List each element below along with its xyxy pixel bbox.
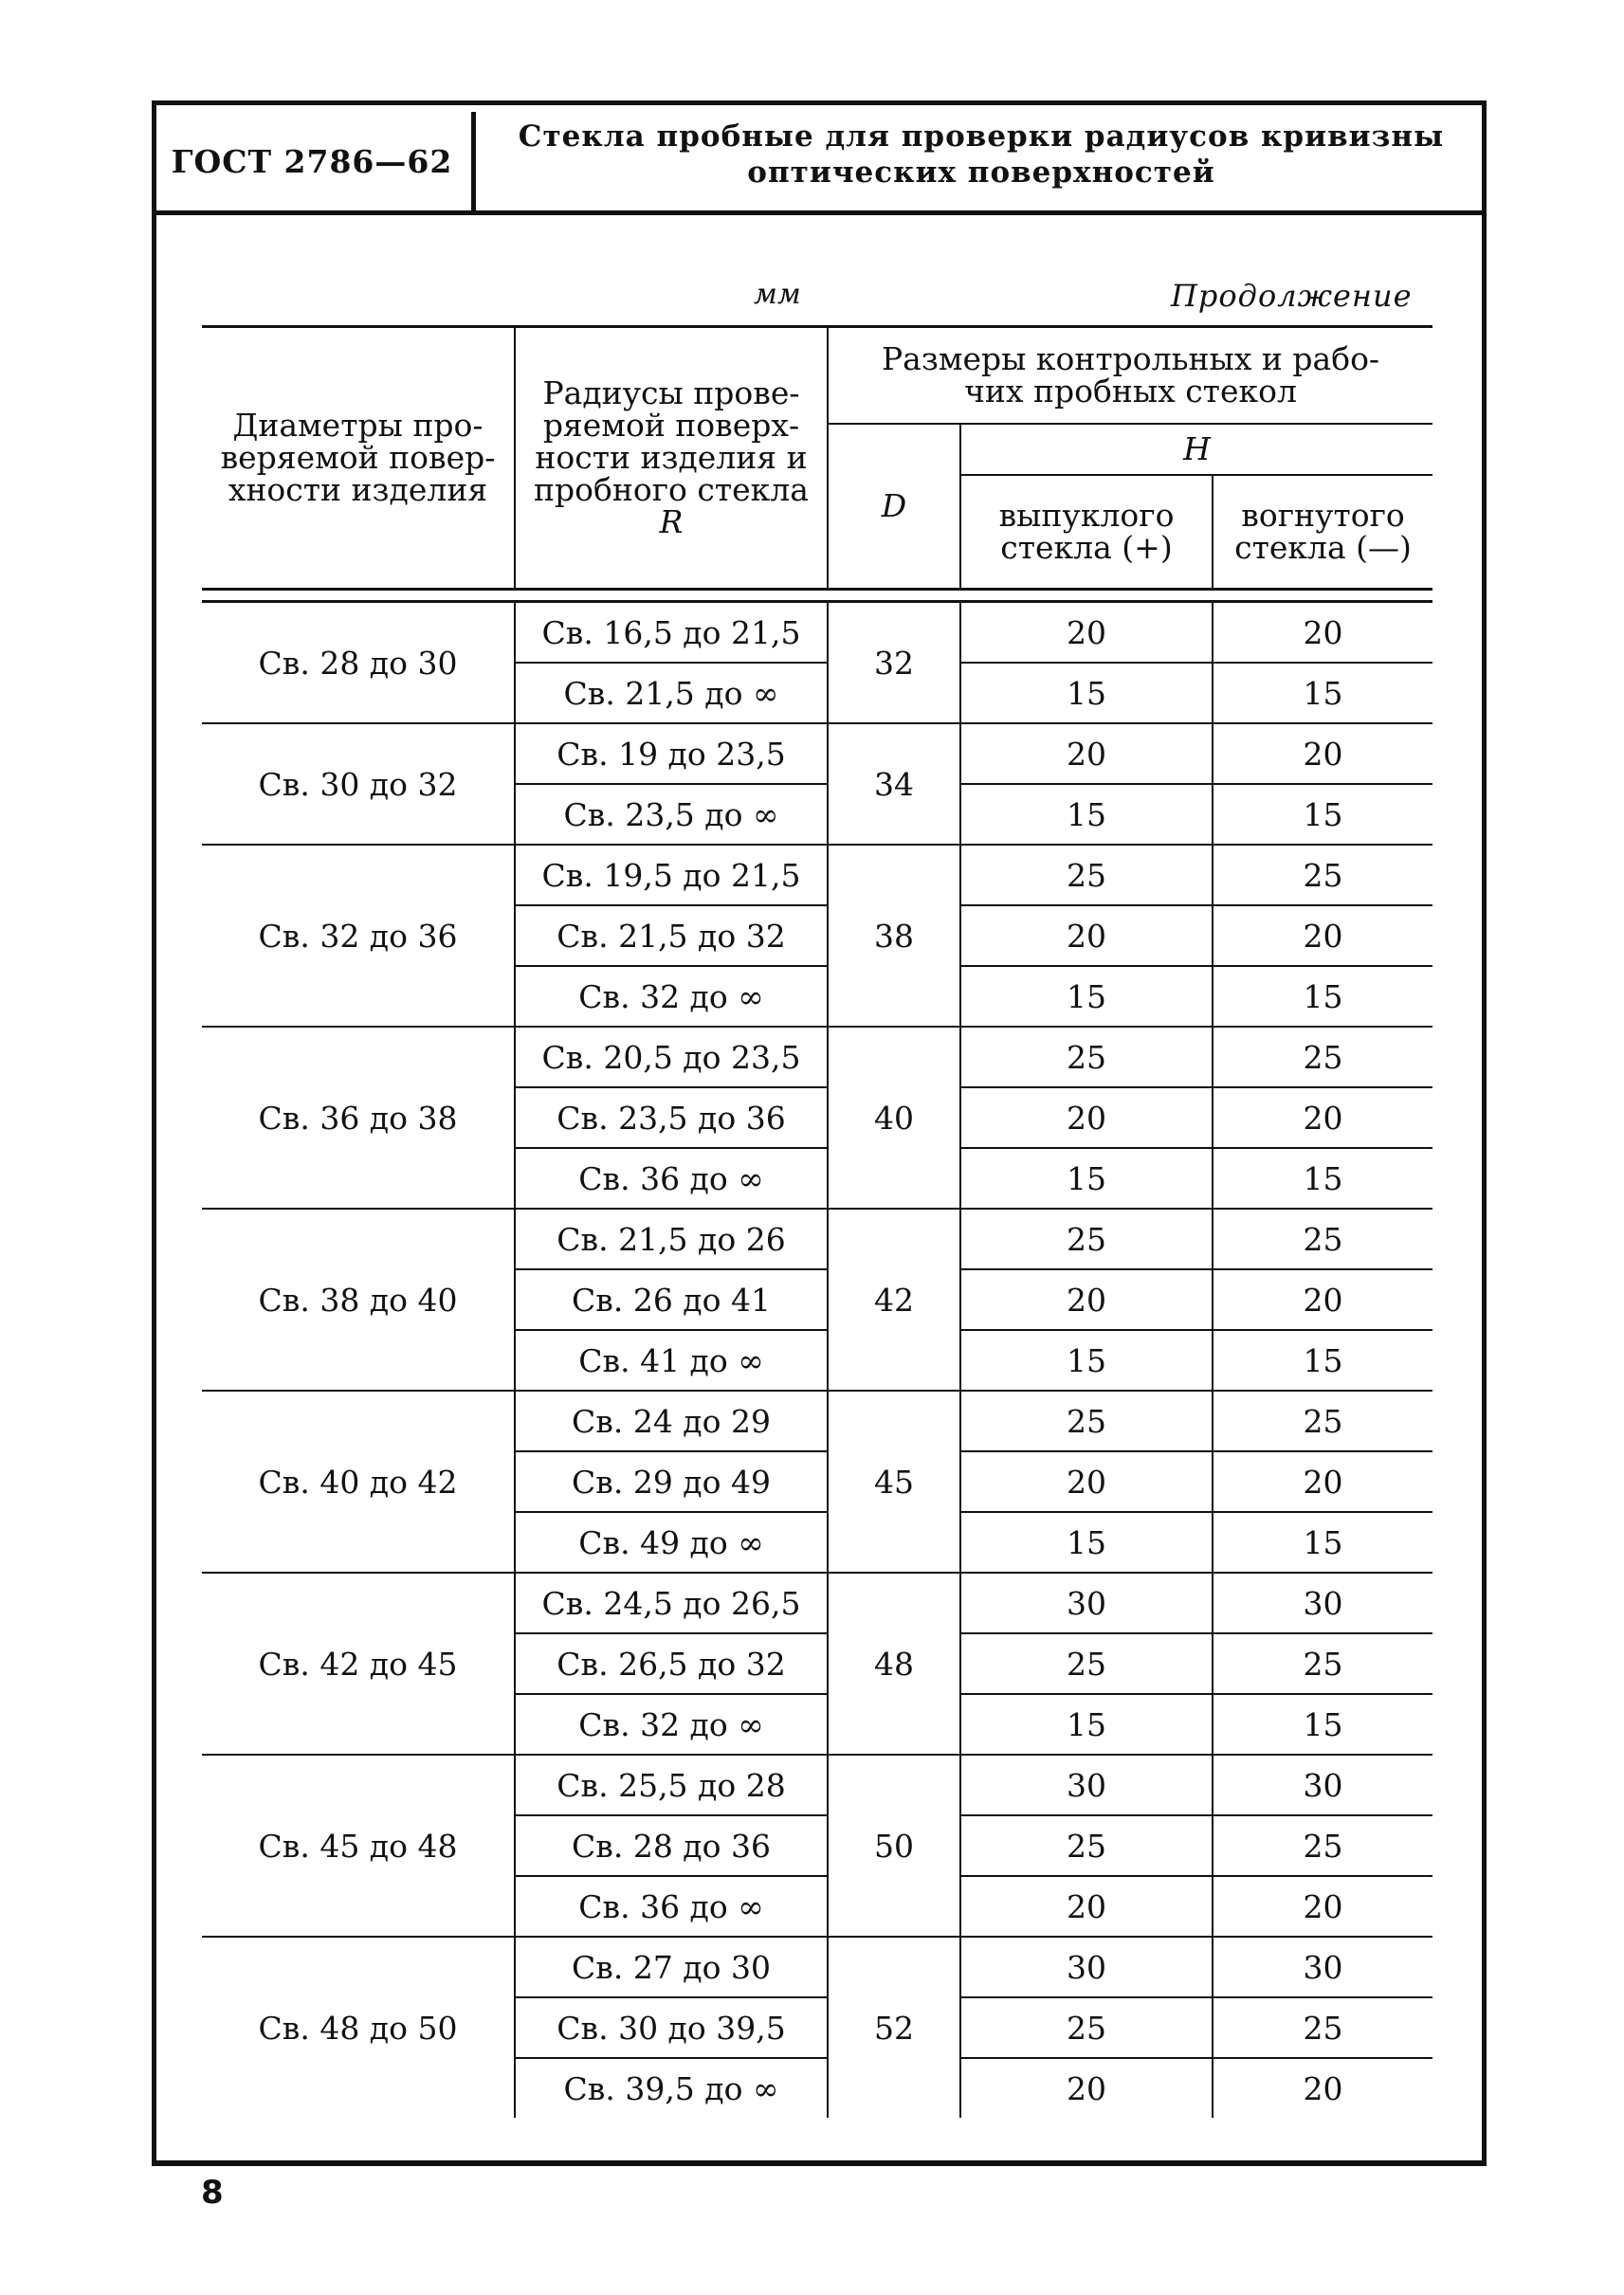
header-radius-line: Радиусы прове-: [542, 374, 800, 411]
H-concave-cell: 30: [1213, 1755, 1432, 1815]
diameter-cell: Св. 42 до 45: [202, 1573, 515, 1755]
table-row: [202, 1573, 1432, 1633]
table-row: [202, 1937, 1432, 1997]
bottom-rule: [152, 2160, 1487, 2166]
diameter-cell: Св. 28 до 30: [202, 602, 515, 724]
table-body: [202, 602, 1432, 2119]
header-diameter: [202, 327, 515, 590]
H-convex-cell: 15: [960, 784, 1213, 845]
gost-code: ГОСТ 2786—62: [171, 142, 453, 180]
D-cell: 48: [828, 1573, 960, 1755]
header-sizes-line: Размеры контрольных и рабо-: [881, 340, 1380, 377]
H-concave-cell: 15: [1213, 1512, 1432, 1573]
header-sizes-line: чих пробных стекол: [964, 373, 1297, 410]
H-convex-cell: 30: [960, 1573, 1213, 1633]
data-table: [202, 325, 1432, 2118]
header-concave: [1213, 475, 1432, 590]
H-concave-cell: 20: [1213, 602, 1432, 664]
H-convex-cell: 30: [960, 1937, 1213, 1997]
H-convex-cell: 20: [960, 723, 1213, 784]
diameter-cell: Св. 45 до 48: [202, 1755, 515, 1937]
header-radius-line: ряемой поверх-: [542, 407, 800, 444]
radius-cell: Св. 24,5 до 26,5: [515, 1573, 828, 1633]
H-convex-cell: 20: [960, 1087, 1213, 1148]
header-divider: [471, 112, 476, 210]
header-diameter-line: хности изделия: [228, 471, 488, 508]
radius-cell: Св. 23,5 до ∞: [515, 784, 828, 845]
diameter-cell: Св. 36 до 38: [202, 1027, 515, 1209]
H-convex-cell: 25: [960, 1391, 1213, 1451]
diameter-cell: Св. 30 до 32: [202, 723, 515, 845]
H-concave-cell: 25: [1213, 1391, 1432, 1451]
table-row: [202, 723, 1432, 784]
H-convex-cell: 15: [960, 1512, 1213, 1573]
D-cell: 45: [828, 1391, 960, 1573]
radius-cell: Св. 24 до 29: [515, 1391, 828, 1451]
top-rule: [152, 100, 1487, 105]
H-concave-cell: 15: [1213, 1148, 1432, 1209]
H-convex-cell: 25: [960, 1815, 1213, 1876]
H-concave-cell: 15: [1213, 784, 1432, 845]
header-H: H: [960, 424, 1432, 475]
header-D: D: [828, 424, 960, 590]
radius-cell: Св. 39,5 до ∞: [515, 2058, 828, 2118]
H-convex-cell: 25: [960, 1027, 1213, 1087]
H-convex-cell: 20: [960, 2058, 1213, 2118]
table-row: [202, 1391, 1432, 1451]
D-cell: 40: [828, 1027, 960, 1209]
H-concave-cell: 20: [1213, 1451, 1432, 1512]
radius-cell: Св. 21,5 до 26: [515, 1209, 828, 1269]
radius-cell: Св. 21,5 до 32: [515, 905, 828, 966]
D-cell: 32: [828, 602, 960, 724]
H-convex-cell: 25: [960, 1209, 1213, 1269]
radius-cell: Св. 29 до 49: [515, 1451, 828, 1512]
H-concave-cell: 20: [1213, 1876, 1432, 1937]
table-row: [202, 1755, 1432, 1815]
H-concave-cell: 20: [1213, 1269, 1432, 1330]
H-convex-cell: 15: [960, 1148, 1213, 1209]
radius-cell: Св. 25,5 до 28: [515, 1755, 828, 1815]
radius-cell: Св. 36 до ∞: [515, 1148, 828, 1209]
H-convex-cell: 20: [960, 1876, 1213, 1937]
H-concave-cell: 15: [1213, 1694, 1432, 1755]
document-title: [484, 118, 1479, 191]
H-concave-cell: 25: [1213, 1997, 1432, 2058]
title-line-1: Стекла пробные для проверки радиусов кривизны: [518, 119, 1445, 154]
H-convex-cell: 15: [960, 663, 1213, 723]
header-convex: [960, 475, 1213, 590]
header-convex-line: выпуклого: [998, 497, 1175, 534]
D-cell: 52: [828, 1937, 960, 2118]
H-concave-cell: 30: [1213, 1937, 1432, 1997]
H-concave-cell: 20: [1213, 2058, 1432, 2118]
radius-cell: Св. 30 до 39,5: [515, 1997, 828, 2058]
diameter-cell: Св. 40 до 42: [202, 1391, 515, 1573]
header-diameter-line: Диаметры про-: [232, 407, 484, 444]
radius-cell: Св. 26 до 41: [515, 1269, 828, 1330]
radius-cell: Св. 28 до 36: [515, 1815, 828, 1876]
radius-cell: Св. 41 до ∞: [515, 1330, 828, 1391]
radius-cell: Св. 23,5 до 36: [515, 1087, 828, 1148]
table-row: [202, 1027, 1432, 1087]
table-row: [202, 1209, 1432, 1269]
H-concave-cell: 20: [1213, 723, 1432, 784]
radius-cell: Св. 19,5 до 21,5: [515, 845, 828, 905]
table-row: [202, 845, 1432, 905]
H-convex-cell: 25: [960, 845, 1213, 905]
header-convex-line: стекла (+): [1000, 529, 1173, 566]
H-concave-cell: 20: [1213, 1087, 1432, 1148]
D-cell: 50: [828, 1755, 960, 1937]
title-line-2: оптических поверхностей: [747, 155, 1215, 190]
radius-cell: Св. 16,5 до 21,5: [515, 602, 828, 664]
H-concave-cell: 20: [1213, 905, 1432, 966]
header-concave-line: стекла (—): [1234, 529, 1412, 566]
header-radius-line: ности изделия и: [535, 439, 808, 476]
H-convex-cell: 25: [960, 1633, 1213, 1694]
header-concave-line: вогнутого: [1241, 497, 1405, 534]
diameter-cell: Св. 48 до 50: [258, 2009, 458, 2047]
table-row: [202, 602, 1432, 664]
H-convex-cell: 20: [960, 1451, 1213, 1512]
radius-cell: Св. 20,5 до 23,5: [515, 1027, 828, 1087]
H-convex-cell: 15: [960, 1330, 1213, 1391]
H-convex-cell: 20: [960, 602, 1213, 664]
H-concave-cell: 25: [1213, 845, 1432, 905]
radius-cell: Св. 32 до ∞: [515, 966, 828, 1027]
H-concave-cell: 15: [1213, 966, 1432, 1027]
header-rule: [152, 210, 1487, 215]
header-radius-line: пробного стекла: [534, 471, 809, 508]
radius-cell: Св. 19 до 23,5: [515, 723, 828, 784]
radius-cell: Св. 26,5 до 32: [515, 1633, 828, 1694]
H-convex-cell: 20: [960, 905, 1213, 966]
H-concave-cell: 30: [1213, 1573, 1432, 1633]
radius-cell: Св. 27 до 30: [515, 1937, 828, 1997]
header-diameter-line: веряемой повер-: [220, 439, 496, 476]
H-convex-cell: 15: [960, 1694, 1213, 1755]
H-concave-cell: 15: [1213, 663, 1432, 723]
D-cell: 42: [828, 1209, 960, 1391]
H-concave-cell: 25: [1213, 1633, 1432, 1694]
diameter-cell: Св. 38 до 40: [202, 1209, 515, 1391]
H-convex-cell: 30: [960, 1755, 1213, 1815]
D-cell: 38: [828, 845, 960, 1027]
radius-cell: Св. 36 до ∞: [515, 1876, 828, 1937]
H-concave-cell: 25: [1213, 1209, 1432, 1269]
H-convex-cell: 20: [960, 1269, 1213, 1330]
unit-label: мм: [754, 278, 801, 311]
H-concave-cell: 15: [1213, 1330, 1432, 1391]
page-number: 8: [201, 2174, 224, 2212]
radius-cell: Св. 32 до ∞: [515, 1694, 828, 1755]
header-sizes: [828, 327, 1432, 425]
H-convex-cell: 15: [960, 966, 1213, 1027]
H-convex-cell: 25: [960, 1997, 1213, 2058]
H-concave-cell: 25: [1213, 1815, 1432, 1876]
radius-cell: Св. 49 до ∞: [515, 1512, 828, 1573]
diameter-cell: Св. 32 до 36: [202, 845, 515, 1027]
header-radius-symbol: R: [659, 503, 684, 540]
continuation-label: Продолжение: [1171, 278, 1413, 314]
header-radius: [515, 327, 828, 590]
radius-cell: Св. 21,5 до ∞: [515, 663, 828, 723]
H-concave-cell: 25: [1213, 1027, 1432, 1087]
D-cell: 34: [828, 723, 960, 845]
